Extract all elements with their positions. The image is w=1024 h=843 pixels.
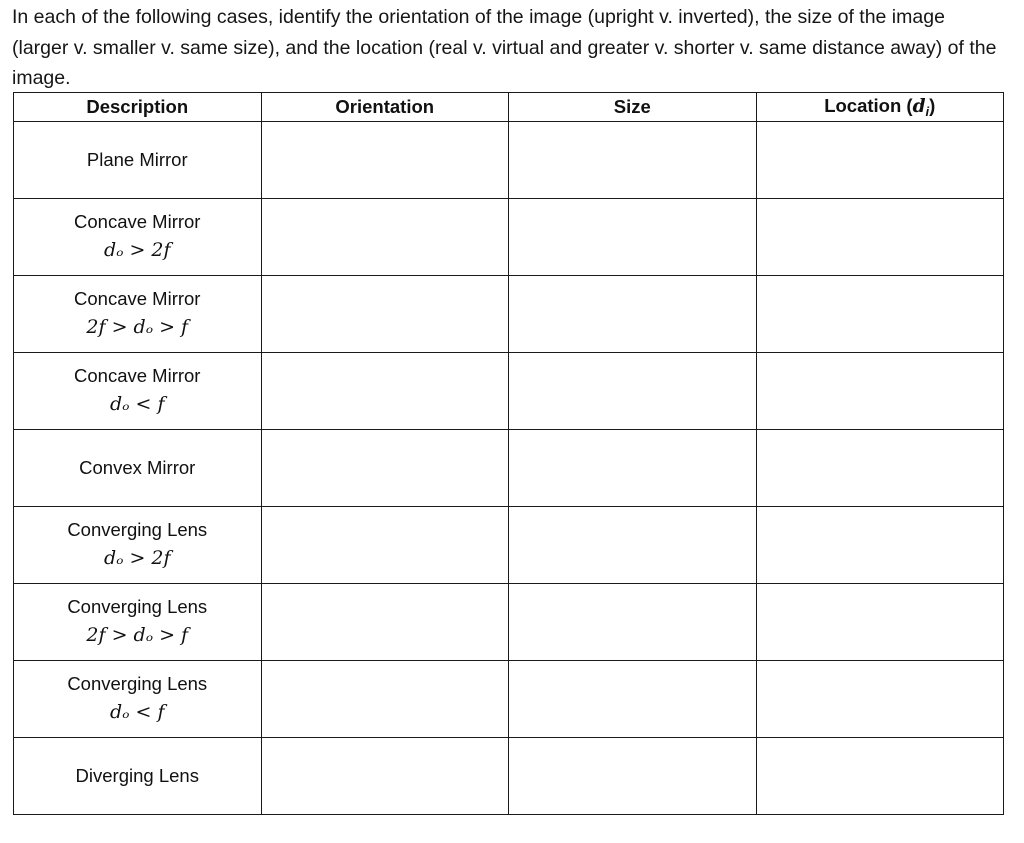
description-cell [14,661,262,738]
header-location-sub: i [925,103,930,119]
location-cell[interactable] [756,661,1004,738]
header-location-label: Location ( [824,95,913,117]
description-name: Converging Lens [67,519,208,540]
header-size: Size [509,93,757,122]
description-condition: dₒ < f [109,701,165,723]
description-cell [14,122,262,199]
size-cell[interactable] [509,430,757,507]
orientation-cell[interactable] [261,507,509,584]
header-location-close: ) [929,95,936,117]
orientation-cell[interactable] [261,430,509,507]
description-name: Concave Mirror [74,365,201,386]
size-cell[interactable] [509,661,757,738]
instructions-text: In each of the following cases, identify the orientation of the image (upright v. inverted), the size of the image (larger v. smaller v. same size), and the location (real v. virtual and greater v. shorter v. same distance away) of the image. [12,6,997,89]
description-name: Concave Mirror [74,288,201,309]
location-cell[interactable] [756,199,1004,276]
size-cell[interactable] [509,276,757,353]
location-cell[interactable] [756,430,1004,507]
description-condition: 2f > dₒ > f [86,316,189,338]
location-cell[interactable] [756,276,1004,353]
description-name: Plane Mirror [86,149,188,170]
table-row [14,199,1004,276]
location-cell[interactable] [756,122,1004,199]
orientation-cell[interactable] [261,276,509,353]
location-cell[interactable] [756,584,1004,661]
location-cell[interactable] [756,353,1004,430]
location-cell[interactable] [756,507,1004,584]
header-location [756,93,1004,122]
orientation-cell[interactable] [261,738,509,815]
description-condition: dₒ > 2f [103,239,171,261]
optics-table [13,92,1004,815]
table-header-row [14,93,1004,122]
size-cell[interactable] [509,199,757,276]
table-row [14,430,1004,507]
header-orientation: Orientation [261,93,509,122]
table-row [14,738,1004,815]
description-cell [14,584,262,661]
description-name: Diverging Lens [75,765,199,786]
description-name: Convex Mirror [79,457,196,478]
table-row [14,122,1004,199]
description-name: Concave Mirror [74,211,201,232]
description-cell [14,353,262,430]
location-cell[interactable] [756,738,1004,815]
description-name: Converging Lens [67,596,208,617]
description-condition: 2f > dₒ > f [86,624,189,646]
table-row [14,276,1004,353]
description-name: Converging Lens [67,673,208,694]
size-cell[interactable] [509,122,757,199]
header-description: Description [14,93,262,122]
table-row [14,584,1004,661]
orientation-cell[interactable] [261,584,509,661]
description-condition: dₒ > 2f [103,547,171,569]
description-cell [14,507,262,584]
orientation-cell[interactable] [261,122,509,199]
table-row [14,353,1004,430]
description-cell [14,199,262,276]
size-cell[interactable] [509,584,757,661]
orientation-cell[interactable] [261,353,509,430]
orientation-cell[interactable] [261,199,509,276]
description-cell [14,738,262,815]
size-cell[interactable] [509,507,757,584]
description-condition: dₒ < f [109,393,165,415]
orientation-cell[interactable] [261,661,509,738]
description-cell [14,430,262,507]
table-row [14,661,1004,738]
header-location-var: d [912,96,926,118]
size-cell[interactable] [509,353,757,430]
table-row [14,507,1004,584]
size-cell[interactable] [509,738,757,815]
description-cell [14,276,262,353]
